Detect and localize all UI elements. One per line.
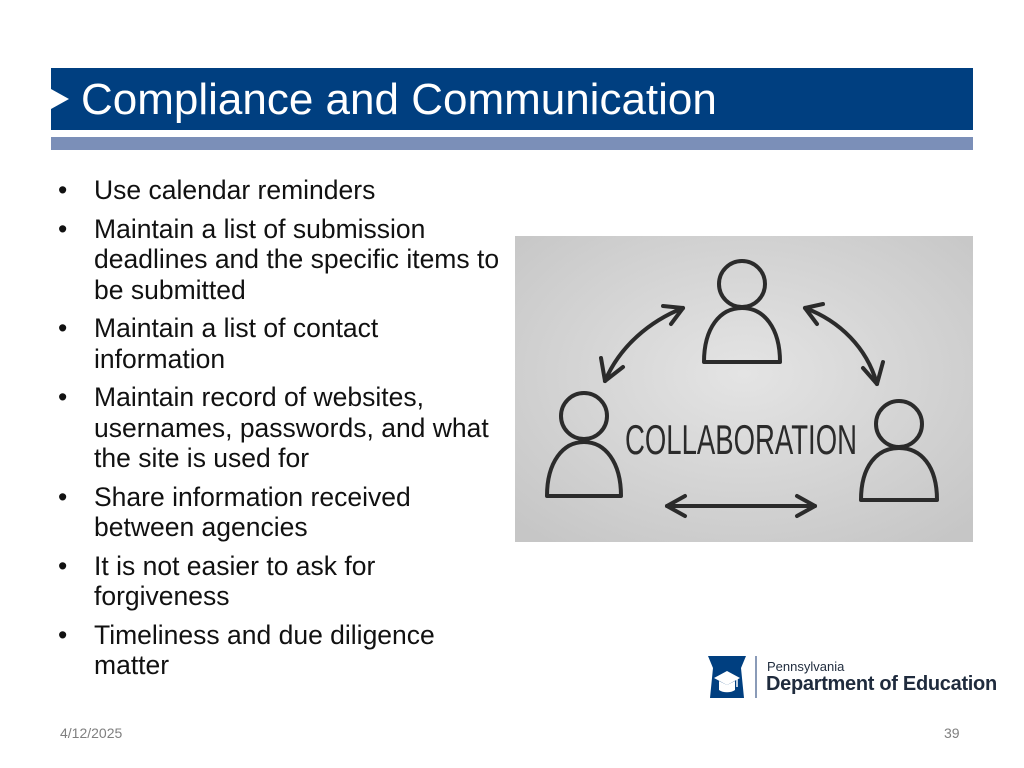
collaboration-word: COLLABORATION — [625, 416, 857, 463]
bullet-marker: • — [58, 382, 68, 412]
pde-logo — [704, 654, 997, 700]
bullet-text: Maintain a list of submission deadlines and the specific items to be submitted — [94, 213, 500, 305]
bullet-text: Timeliness and due diligence matter — [94, 619, 435, 680]
collaboration-photo — [515, 236, 973, 542]
logo-department: Department of Education — [766, 673, 997, 695]
list-item — [58, 551, 508, 612]
logo-divider — [755, 656, 757, 698]
footer-date: 4/12/2025 — [60, 725, 123, 741]
bullet-text: Use calendar reminders — [94, 175, 376, 205]
bullet-marker: • — [58, 175, 68, 205]
accent-rule — [51, 137, 973, 150]
list-item — [58, 214, 508, 306]
bullet-text: Share information received between agencies — [94, 481, 411, 542]
title-arrow-icon — [51, 89, 69, 109]
bullet-marker: • — [58, 481, 68, 512]
keystone-icon — [704, 654, 750, 700]
bullet-marker: • — [58, 313, 68, 343]
list-item — [58, 175, 508, 206]
list-item — [58, 382, 508, 474]
bullet-list — [58, 175, 508, 689]
bullet-marker: • — [58, 619, 68, 650]
slide-title: Compliance and Communication — [81, 75, 717, 124]
page-number: 39 — [944, 725, 960, 741]
bullet-marker: • — [58, 550, 68, 581]
bullet-marker: • — [58, 213, 68, 244]
list-item — [58, 313, 508, 374]
bullet-text: Maintain a list of contact information — [94, 313, 379, 374]
logo-state: Pennsylvania — [767, 659, 845, 674]
bullet-text: Maintain record of websites, usernames, passwords, and what the site is used for — [94, 382, 489, 473]
bullet-text: It is not easier to ask for forgiveness — [94, 550, 376, 611]
list-item — [58, 620, 508, 681]
list-item — [58, 482, 508, 543]
